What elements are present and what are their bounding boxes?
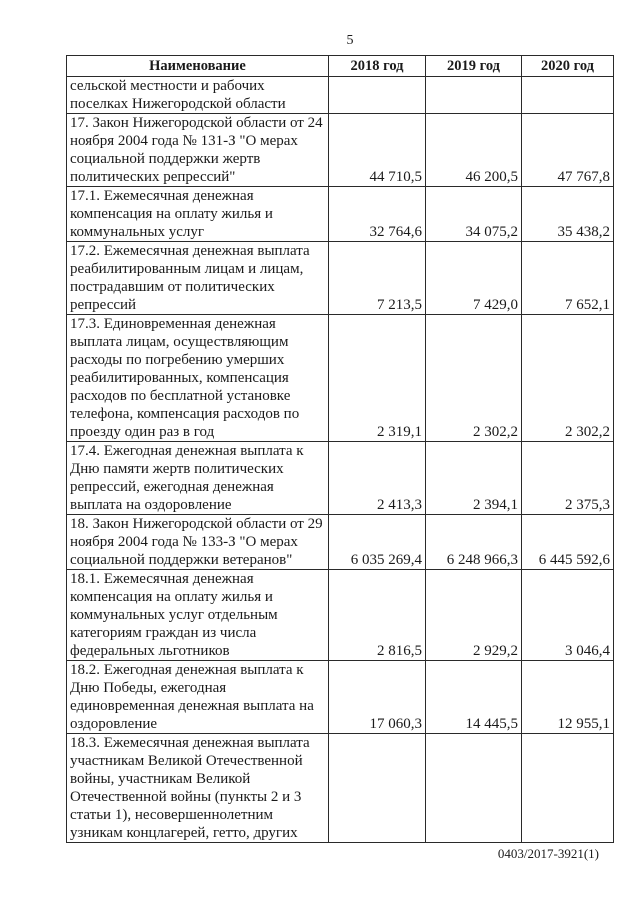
row-2020: 2 375,3	[522, 442, 614, 515]
table-row	[67, 515, 614, 570]
row-2019: 14 445,5	[426, 661, 522, 734]
row-2019: 46 200,5	[426, 114, 522, 187]
row-name: 18.1. Ежемесячная денежная компенсация на оплату жилья и коммунальных услуг отдельным категориям граждан из числа федеральных льготников	[67, 570, 329, 661]
table-row	[67, 242, 614, 315]
row-name: 18. Закон Нижегородской области от 29 ноября 2004 года № 133-З "О мерах социальной поддержки ветеранов"	[67, 515, 329, 570]
row-name: 17.2. Ежемесячная денежная выплата реабилитированным лицам и лицам, пострадавшим от политических репрессий	[67, 242, 329, 315]
row-2019: 7 429,0	[426, 242, 522, 315]
table-row	[67, 734, 614, 843]
header-2019: 2019 год	[426, 56, 522, 77]
table-header-row	[67, 56, 614, 77]
row-2020: 6 445 592,6	[522, 515, 614, 570]
row-2018: 2 413,3	[329, 442, 426, 515]
row-name: 17.3. Единовременная денежная выплата лицам, осуществляющим расходы по погребению умерших реабилитированных, компенсация расходов по бесплатной установке телефона, компенсация расходов по проезду один раз в год	[67, 315, 329, 442]
table-row	[67, 114, 614, 187]
row-2020: 47 767,8	[522, 114, 614, 187]
row-2020: 35 438,2	[522, 187, 614, 242]
row-2019: 2 929,2	[426, 570, 522, 661]
table-row	[67, 661, 614, 734]
row-2018: 44 710,5	[329, 114, 426, 187]
table-row	[67, 187, 614, 242]
row-2018: 2 319,1	[329, 315, 426, 442]
header-2018: 2018 год	[329, 56, 426, 77]
document-code: 0403/2017-3921(1)	[497, 846, 599, 861]
row-2018: 7 213,5	[329, 242, 426, 315]
table-row	[67, 315, 614, 442]
row-2020	[522, 77, 614, 114]
row-name: 18.2. Ежегодная денежная выплата к Дню Победы, ежегодная единовременная денежная выплата на оздоровление	[67, 661, 329, 734]
row-2018	[329, 734, 426, 843]
row-2019	[426, 77, 522, 114]
row-2019: 2 394,1	[426, 442, 522, 515]
row-2020	[522, 734, 614, 843]
row-2019: 6 248 966,3	[426, 515, 522, 570]
table-body	[67, 77, 614, 843]
page-number: 5	[346, 33, 354, 48]
row-name: 18.3. Ежемесячная денежная выплата участникам Великой Отечественной войны, участникам Великой Отечественной войны (пункты 2 и 3 статьи 1), несовершеннолетним узникам концлагерей, гетто, других	[67, 734, 329, 843]
row-2018: 6 035 269,4	[329, 515, 426, 570]
table-row	[67, 570, 614, 661]
row-2020: 2 302,2	[522, 315, 614, 442]
row-2020: 12 955,1	[522, 661, 614, 734]
row-2018: 17 060,3	[329, 661, 426, 734]
header-2020: 2020 год	[522, 56, 614, 77]
header-name: Наименование	[67, 56, 329, 77]
row-name: сельской местности и рабочих поселках Нижегородской области	[67, 77, 329, 114]
table-row	[67, 442, 614, 515]
row-name: 17.1. Ежемесячная денежная компенсация на оплату жилья и коммунальных услуг	[67, 187, 329, 242]
row-2020: 3 046,4	[522, 570, 614, 661]
budget-table	[66, 55, 614, 843]
table-row	[67, 77, 614, 114]
row-2018: 32 764,6	[329, 187, 426, 242]
row-2018	[329, 77, 426, 114]
row-2019: 2 302,2	[426, 315, 522, 442]
row-name: 17.4. Ежегодная денежная выплата к Дню памяти жертв политических репрессий, ежегодная денежная выплата на оздоровление	[67, 442, 329, 515]
row-2018: 2 816,5	[329, 570, 426, 661]
row-2019	[426, 734, 522, 843]
row-name: 17. Закон Нижегородской области от 24 ноября 2004 года № 131-З "О мерах социальной поддержки жертв политических репрессий"	[67, 114, 329, 187]
row-2020: 7 652,1	[522, 242, 614, 315]
row-2019: 34 075,2	[426, 187, 522, 242]
